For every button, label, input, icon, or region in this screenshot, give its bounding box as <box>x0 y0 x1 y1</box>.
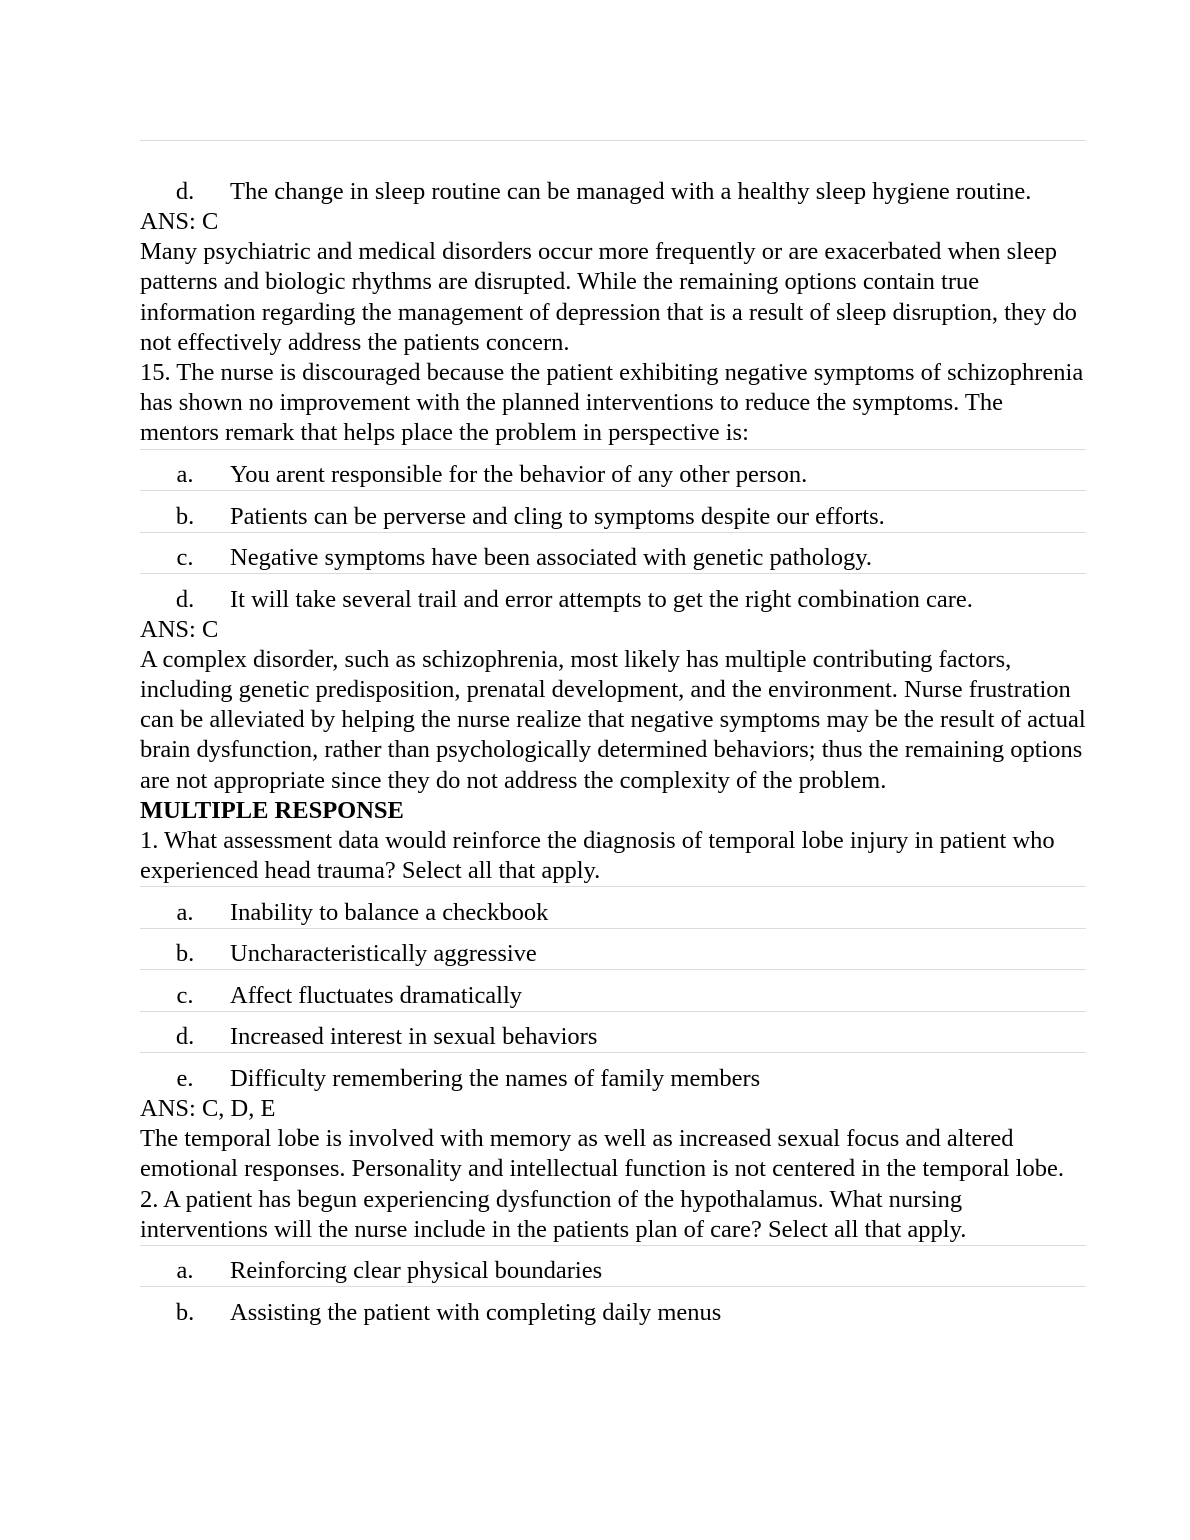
mr1-options-table <box>140 886 1086 1094</box>
option-text: Inability to balance a checkbook <box>230 887 1086 929</box>
mr1-answer: ANS: C, D, E <box>140 1094 276 1122</box>
option-letter: e. <box>176 1064 194 1092</box>
option-letter: c. <box>176 544 194 572</box>
q15-rationale: A complex disorder, such as schizophrenia, most likely has multiple contributing factors, including genetic predisposition, prenatal development, and the environment. Nurse frustration can be alleviated by helping the nurse realize that negative symptoms may be the result of actual brain dysfunction, rather than psychologically determined behaviors; thus the remaining options are not appropriate since they do not address the complexity of the problem. <box>140 645 1086 794</box>
q15-stem: 15. The nurse is discouraged because the patient exhibiting negative symptoms of schizophrenia has shown no improvement with the planned interventions to reduce the symptoms. The mentors remark that helps place the problem in perspective is: <box>140 359 1084 447</box>
option-letter: d. <box>175 585 195 613</box>
option-text: Increased interest in sexual behaviors <box>230 1011 1086 1053</box>
mr2-stem: 2. A patient has begun experiencing dysfunction of the hypothalamus. What nursing interventions will the nurse include in the patients plan of care? Select all that apply. <box>140 1185 967 1243</box>
mr1-option-d <box>140 1011 1086 1053</box>
mr1-stem: 1. What assessment data would reinforce the diagnosis of temporal lobe injury in patient who experienced head trauma? Select all that apply. <box>140 827 1055 885</box>
mr2-option-a <box>140 1245 1086 1287</box>
option-letter: a. <box>176 1257 194 1285</box>
mr1-option-c <box>140 970 1086 1012</box>
option-letter: a. <box>176 461 194 489</box>
option-text: Uncharacteristically aggressive <box>230 928 1086 970</box>
q14-rationale: Many psychiatric and medical disorders occur more frequently or are exacerbated when sleep patterns and biologic rhythms are disrupted. While the remaining options contain true information regarding the management of depression that is a result of sleep disruption, they do not effectively address the patients concern. <box>140 238 1077 356</box>
document-page <box>140 140 1086 1328</box>
option-letter: d. <box>175 1023 195 1051</box>
option-text: Affect fluctuates dramatically <box>230 970 1086 1012</box>
q15-option-c <box>140 532 1086 574</box>
option-text: You arent responsible for the behavior of any other person. <box>230 449 1086 491</box>
option-letter: c. <box>176 981 194 1009</box>
mr2-option-b <box>140 1287 1086 1328</box>
mr1-option-b <box>140 928 1086 970</box>
mr1-option-a <box>140 887 1086 929</box>
q15-option-a <box>140 449 1086 491</box>
q14-answer: ANS: C <box>140 208 219 235</box>
option-text: Negative symptoms have been associated with genetic pathology. <box>230 532 1086 574</box>
option-text: The change in sleep routine can be managed with a healthy sleep hygiene routine. <box>230 141 1086 208</box>
q14-option-d <box>140 141 1086 208</box>
option-text: Assisting the patient with completing daily menus <box>230 1287 1086 1328</box>
option-letter: b. <box>175 940 195 968</box>
section-heading: MULTIPLE RESPONSE <box>140 796 404 824</box>
option-letter: d. <box>175 178 195 205</box>
q14-options-table <box>140 140 1086 207</box>
option-letter: a. <box>176 898 194 926</box>
q15-options-table <box>140 449 1086 615</box>
mr2-options-table <box>140 1245 1086 1328</box>
option-letter: b. <box>175 502 195 530</box>
mr1-rationale: The temporal lobe is involved with memory as well as increased sexual focus and altered emotional responses. Personality and intellectual function is not centered in the temporal lobe. <box>140 1125 1064 1183</box>
mr1-option-e <box>140 1053 1086 1094</box>
q15-option-b <box>140 491 1086 533</box>
option-text: Difficulty remembering the names of family members <box>230 1053 1086 1094</box>
option-text: Patients can be perverse and cling to symptoms despite our efforts. <box>230 491 1086 533</box>
option-text: Reinforcing clear physical boundaries <box>230 1245 1086 1287</box>
q15-answer: ANS: C <box>140 615 219 643</box>
q15-option-d <box>140 574 1086 615</box>
option-text: It will take several trail and error attempts to get the right combination care. <box>230 574 1086 615</box>
option-letter: b. <box>175 1298 195 1326</box>
